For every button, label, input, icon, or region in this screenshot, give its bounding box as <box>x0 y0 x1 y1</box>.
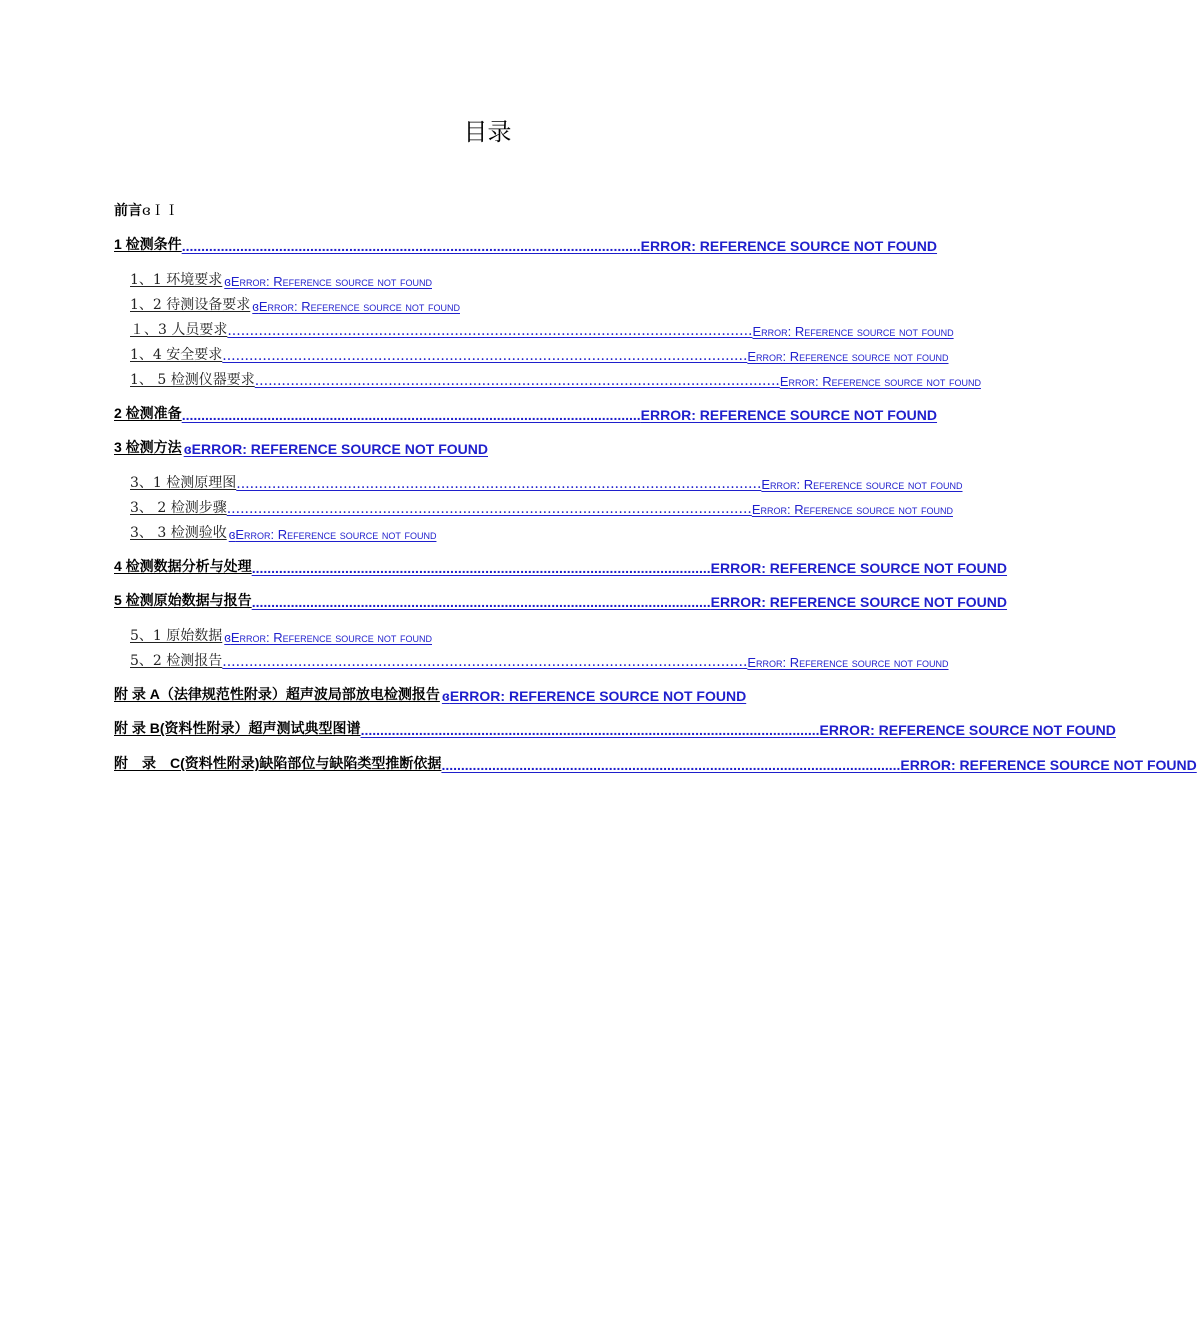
toc-entry-appendix-b[interactable] <box>114 716 1116 738</box>
toc-entry-ref: ɞERROR: REFERENCE SOURCE NOT FOUND <box>183 441 488 457</box>
toc-entry-ref: Error: Reference source not found <box>779 374 981 389</box>
toc-entry-1-2[interactable] <box>130 292 859 314</box>
toc-entry-appendix-c[interactable] <box>114 751 1197 773</box>
toc-entry-5[interactable] <box>114 588 1008 610</box>
toc-entry-label: １、3 人员要求 <box>130 322 228 338</box>
toc-entry-ref: ɞError: Reference source not found <box>228 527 437 542</box>
toc-entry-label: 5、2 检测报告 <box>130 653 223 669</box>
toc-entry-3-1[interactable] <box>130 470 963 492</box>
toc-entry-ref: ERROR: REFERENCE SOURCE NOT FOUND <box>640 407 938 423</box>
toc-entry-3-2[interactable] <box>130 495 953 517</box>
toc-entry-label: 附 录 B(资料性附录）超声测试典型图谱 <box>114 720 361 736</box>
toc-entry-1-1[interactable] <box>130 267 859 289</box>
toc-entry-label: 前言 <box>114 202 142 218</box>
toc-leader-dots: ...................................................................................................................... <box>181 238 641 254</box>
toc-entry-label: 1、1 环境要求 <box>130 272 223 288</box>
toc-leader-dots: ...................................................................................................................... <box>254 373 780 389</box>
toc-entry-label: 1、 5 检测仪器要求 <box>130 372 255 388</box>
toc-entry-1[interactable] <box>114 232 938 254</box>
toc-entry-label: 附 录 C(资料性附录)缺陷部位与缺陷类型推断依据 <box>114 755 442 771</box>
toc-entry-5-1[interactable] <box>130 623 859 645</box>
toc-entry-4[interactable] <box>114 554 1008 576</box>
toc-entry-ref: ɞError: Reference source not found <box>252 299 460 314</box>
toc-entry-1-4[interactable] <box>130 342 949 364</box>
toc-entry-1-5[interactable] <box>130 367 981 389</box>
toc-entry-ref: Error: Reference source not found <box>747 349 949 364</box>
toc-leader-dots: ...................................................................................................................... <box>236 476 762 492</box>
toc-entry-3[interactable] <box>114 435 859 457</box>
toc-leader-dots: ...................................................................................................................... <box>227 323 753 339</box>
toc-entry-label: 5 检测原始数据与报告 <box>114 592 252 608</box>
toc-entry-2[interactable] <box>114 401 938 423</box>
toc-entry-ref: Error: Reference source not found <box>751 502 953 517</box>
toc-entry-label: 3、 2 检测步骤 <box>130 500 227 516</box>
toc-entry-ref: Error: Reference source not found <box>752 324 954 339</box>
toc-entry-label: 3 检测方法 <box>114 439 182 455</box>
toc-entry-appendix-a[interactable] <box>114 682 859 704</box>
toc-entry-label: 5、1 原始数据 <box>130 628 223 644</box>
toc-entry-preface[interactable] <box>114 198 859 220</box>
toc-entry-label: 1 检测条件 <box>114 236 182 252</box>
toc-leader-dots: ...................................................................................................................... <box>251 594 711 610</box>
toc-entry-ref: Error: Reference source not found <box>747 655 949 670</box>
toc-entry-label: 3、1 检测原理图 <box>130 475 237 491</box>
toc-leader-dots: ...................................................................................................................... <box>181 407 641 423</box>
toc-entry-ref: ERROR: REFERENCE SOURCE NOT FOUND <box>710 560 1008 576</box>
toc-entry-ref: ɞError: Reference source not found <box>224 274 432 289</box>
toc-leader-dots: ...................................................................................................................... <box>226 501 752 517</box>
toc-entry-ref: ERROR: REFERENCE SOURCE NOT FOUND <box>900 757 1197 773</box>
toc-title: 目录 <box>463 118 512 146</box>
toc-entry-ref: Error: Reference source not found <box>761 477 963 492</box>
toc-entry-5-2[interactable] <box>130 648 949 670</box>
toc-leader-dots: ...................................................................................................................... <box>441 757 901 773</box>
toc-entry-ref: ERROR: REFERENCE SOURCE NOT FOUND <box>640 238 938 254</box>
toc-leader-dots: ...................................................................................................................... <box>222 654 748 670</box>
toc-entry-label: 4 检测数据分析与处理 <box>114 558 252 574</box>
toc-entry-1-3[interactable] <box>130 317 954 339</box>
toc-entry-page: ɞＩＩ <box>142 203 179 219</box>
toc-entry-ref: ɞError: Reference source not found <box>224 630 432 645</box>
toc-entry-label: 1、4 安全要求 <box>130 347 223 363</box>
toc-leader-dots: ...................................................................................................................... <box>222 348 748 364</box>
toc-entry-label: 2 检测准备 <box>114 405 182 421</box>
toc-entry-label: 1、2 待测设备要求 <box>130 297 251 313</box>
toc-leader-dots: ...................................................................................................................... <box>360 722 820 738</box>
toc-leader-dots: ...................................................................................................................... <box>251 560 711 576</box>
toc-entry-ref: ERROR: REFERENCE SOURCE NOT FOUND <box>710 594 1008 610</box>
toc-entry-3-3[interactable] <box>130 520 859 542</box>
toc-entry-label: 附 录 A（法律规范性附录）超声波局部放电检测报告 <box>114 686 440 702</box>
toc-entry-ref: ERROR: REFERENCE SOURCE NOT FOUND <box>819 722 1116 738</box>
toc-entry-label: 3、 3 检测验收 <box>130 525 227 541</box>
toc-entry-ref: ɞERROR: REFERENCE SOURCE NOT FOUND <box>441 688 747 704</box>
